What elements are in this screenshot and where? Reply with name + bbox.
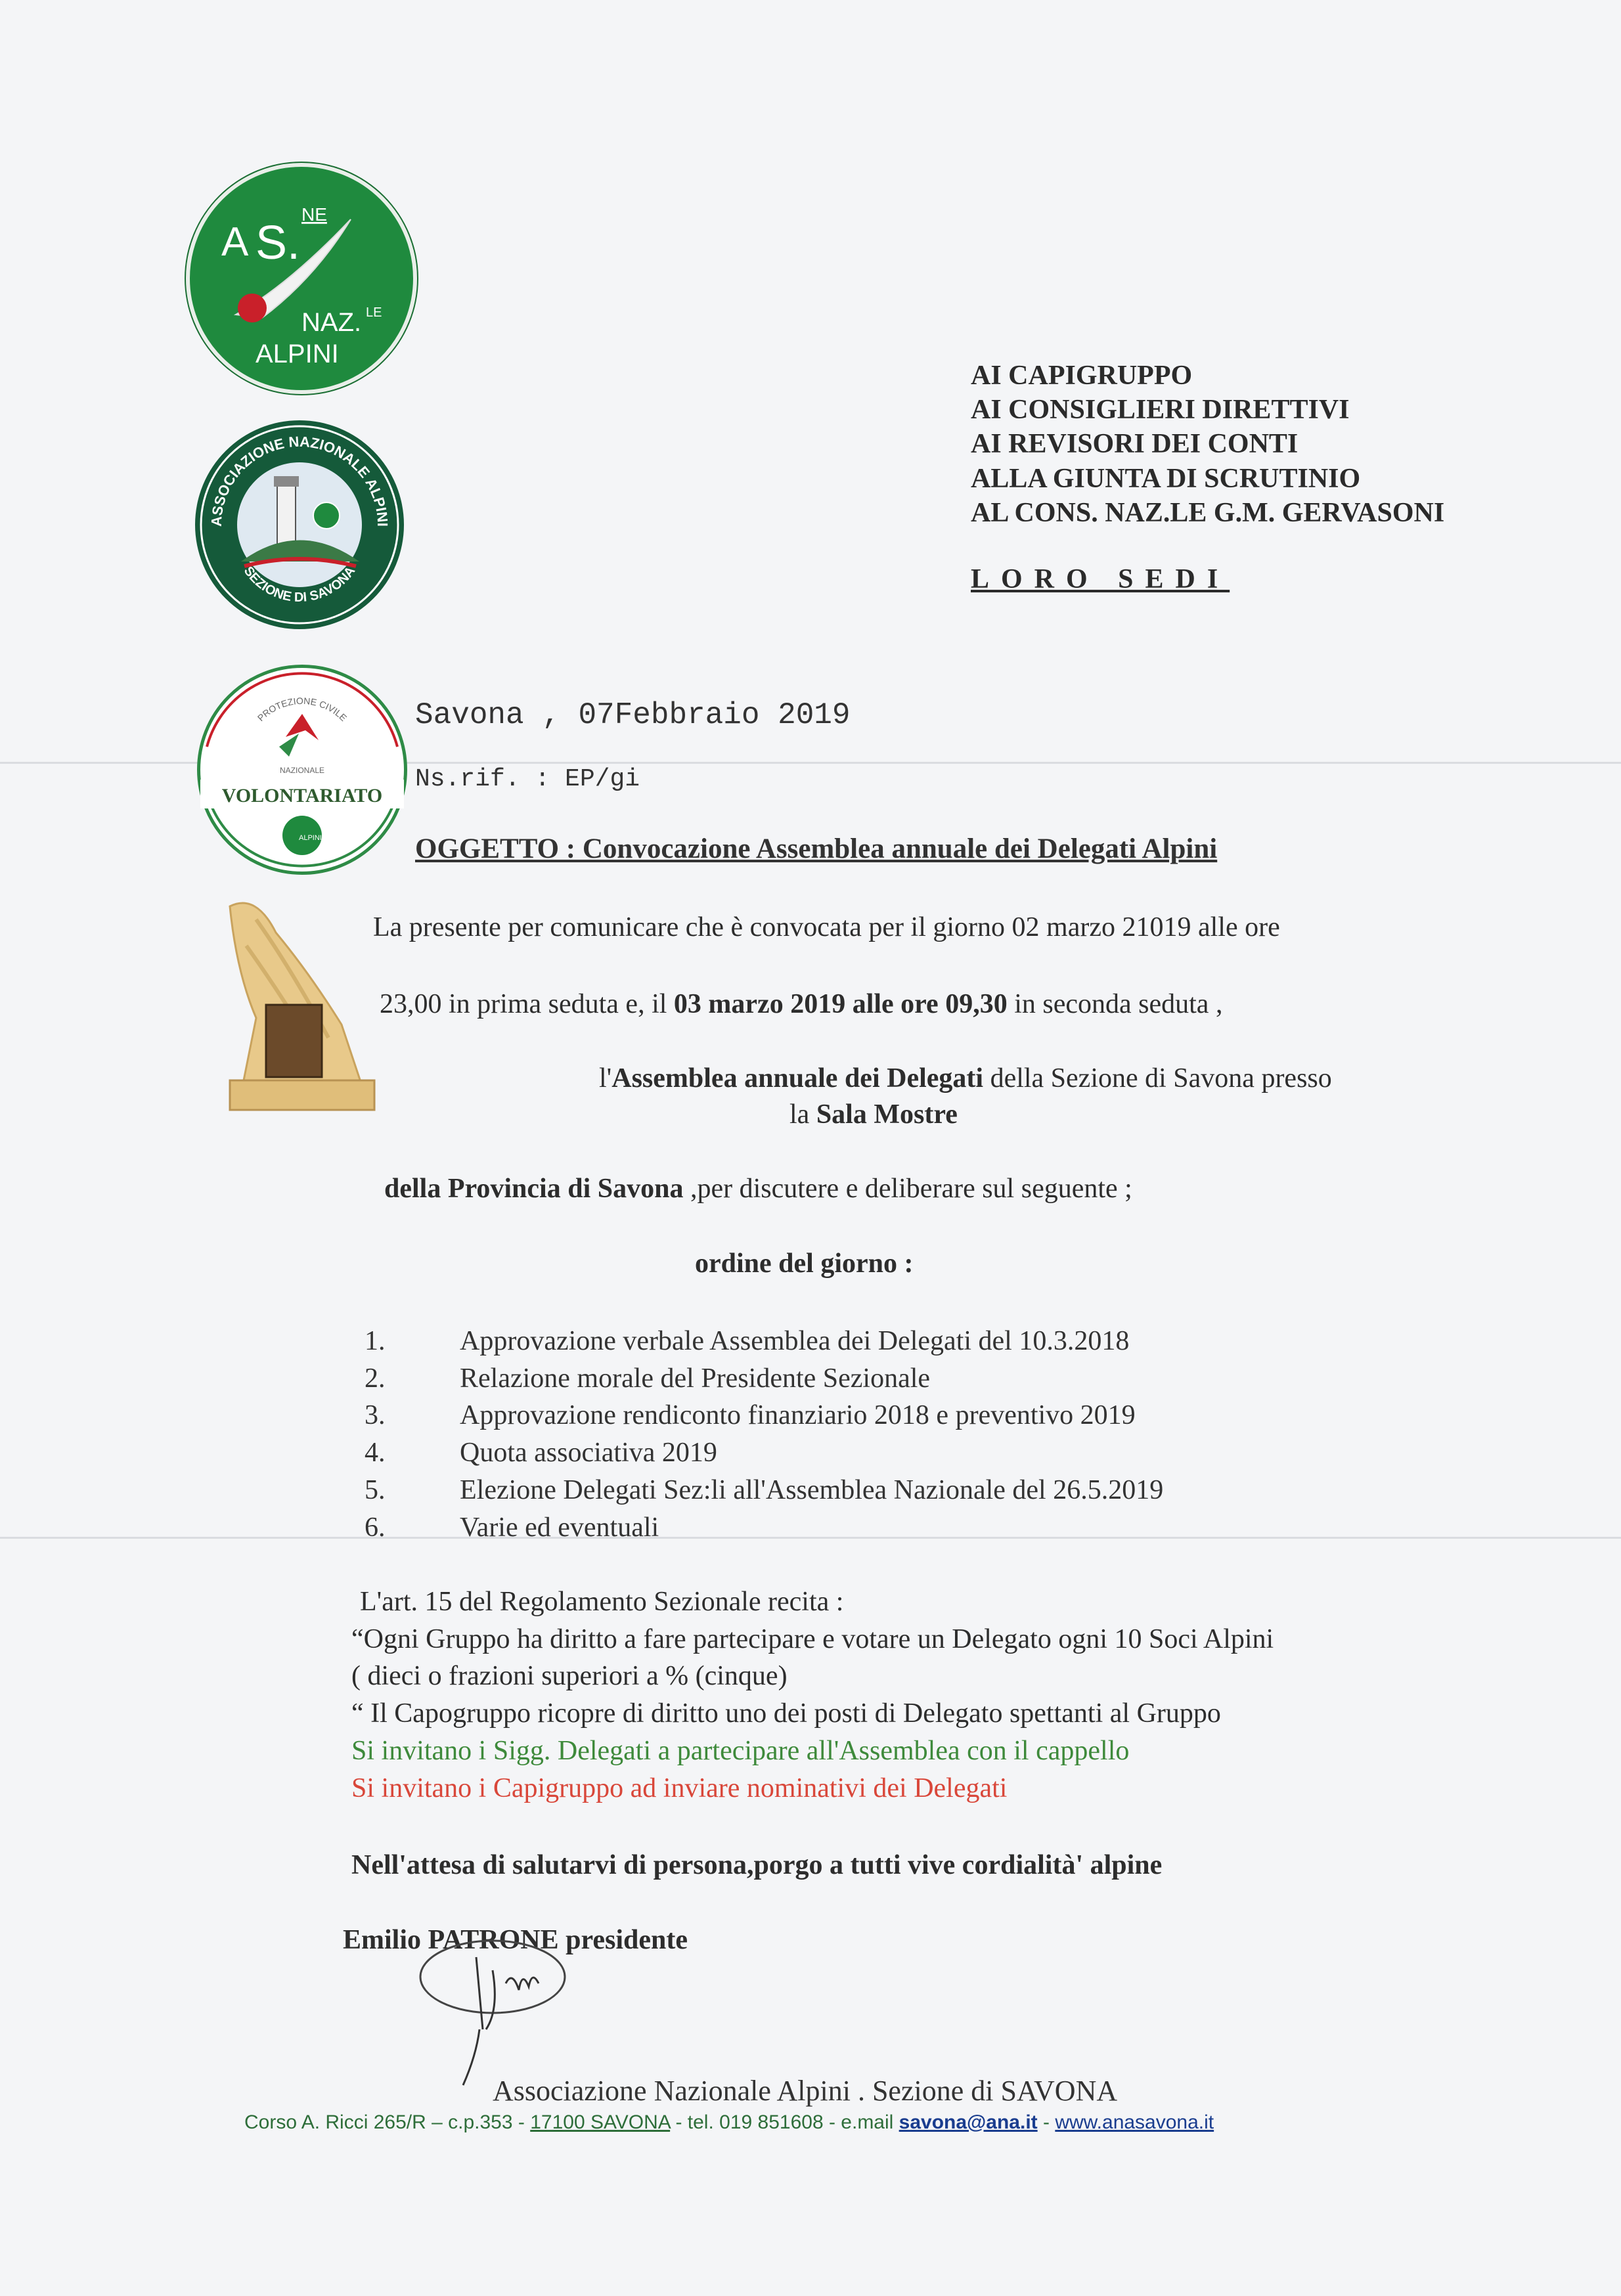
body-bold: della Provincia di Savona xyxy=(384,1174,684,1204)
agenda-number: 5. xyxy=(365,1475,386,1505)
body-bold: Assemblea annuale dei Delegati xyxy=(611,1063,984,1093)
body-paragraph-3 xyxy=(599,1063,1332,1094)
agenda-item: Approvazione rendiconto finanziario 2018 e preventivo 2019 xyxy=(460,1400,1136,1430)
logo-band-text: VOLONTARIATO xyxy=(221,785,383,806)
invite-green: Si invitano i Sigg. Delegati a partecipare all'Assemblea con il cappello xyxy=(351,1736,1130,1766)
association-line: Associazione Nazionale Alpini . Sezione di SAVONA xyxy=(493,2075,1118,2107)
agenda-number: 4. xyxy=(365,1438,386,1468)
addressee-line: AI REVISORI DEI CONTI xyxy=(971,429,1299,459)
body-paragraph-2 xyxy=(380,988,1222,1020)
body-text: 23,00 in prima seduta e, il xyxy=(380,989,674,1019)
volontariato-logo xyxy=(197,665,407,875)
logo-arc-bottom: SEZIONE DI SAVONA xyxy=(240,563,359,605)
agenda-number: 2. xyxy=(365,1363,386,1394)
logo-arc-top: ASSOCIAZIONE NAZIONALE ALPINI xyxy=(208,433,391,527)
body-bold-date: 03 marzo 2019 alle ore 09,30 xyxy=(673,989,1008,1019)
agenda-item: Elezione Delegati Sez:li all'Assemblea Nazionale del 26.5.2019 xyxy=(460,1475,1164,1505)
closing-greeting: Nell'attesa di salutarvi di persona,porgo a tutti vive cordialità' alpine xyxy=(351,1850,1163,1880)
agenda-title: ordine del giorno : xyxy=(695,1248,914,1279)
subject: OGGETTO : Convocazione Assemblea annuale dei Delegati Alpini xyxy=(415,833,1218,864)
agenda-number: 6. xyxy=(365,1512,386,1543)
paper-fold xyxy=(0,1537,1621,1539)
logo-text-naz: NAZ. xyxy=(301,308,362,337)
logo-text-alpini: ALPINI xyxy=(255,340,339,368)
addressee-line: ALLA GIUNTA DI SCRUTINIO xyxy=(971,464,1361,494)
footer-website-link[interactable]: www.anasavona.it xyxy=(1055,2111,1214,2133)
body-paragraph-1: La presente per comunicare che è convocata per il giorno 02 marzo 21019 alle ore xyxy=(373,912,1280,942)
agenda-number: 3. xyxy=(365,1400,386,1430)
body-paragraph-4 xyxy=(789,1099,958,1130)
footer-cap: 17100 SAVONA xyxy=(530,2111,671,2133)
signature xyxy=(414,1931,598,2088)
addressee-line: AL CONS. NAZ.LE G.M. GERVASONI xyxy=(971,498,1445,528)
signatory: Emilio PATRONE presidente xyxy=(343,1925,688,1955)
regulation-line: ( dieci o frazioni superiori a % (cinque) xyxy=(351,1661,788,1691)
agenda-item: Approvazione verbale Assemblea dei Delegati del 10.3.2018 xyxy=(460,1326,1130,1356)
body-text: l' xyxy=(599,1063,612,1093)
logo-sub-text: NAZIONALE xyxy=(279,766,325,775)
addressee-line: AI CAPIGRUPPO xyxy=(971,361,1193,391)
reference: Ns.rif. : EP/gi xyxy=(415,765,640,793)
logo-text-ne: NE xyxy=(301,204,327,225)
footer-tel: - tel. 019 851608 - e.mail xyxy=(670,2111,899,2133)
regulation-line: “ Il Capogruppo ricopre di diritto uno dei posti di Delegato spettanti al Gruppo xyxy=(351,1698,1221,1729)
logo-text-s: S. xyxy=(255,217,301,269)
body-text: la xyxy=(789,1099,816,1130)
regulation-line: “Ogni Gruppo ha diritto a fare partecipare e votare un Delegato ogni 10 Soci Alpini xyxy=(351,1624,1274,1654)
body-text: ,per discutere e deliberare sul seguente ; xyxy=(683,1174,1132,1204)
logo-small-text: ALPINI xyxy=(299,834,322,842)
footer-address: Corso A. Ricci 265/R – c.p.353 - xyxy=(244,2111,531,2133)
body-text: in seconda seduta , xyxy=(1007,989,1223,1019)
sezione-savona-logo xyxy=(195,420,404,629)
footer-contacts xyxy=(244,2111,1214,2134)
footer-separator: - xyxy=(1037,2111,1055,2133)
footer-email-link[interactable]: savona@ana.it xyxy=(899,2111,1038,2133)
addressee-line: AI CONSIGLIERI DIRETTIVI xyxy=(971,395,1350,425)
logo-text-le: LE xyxy=(366,305,382,320)
invite-red: Si invitano i Capigruppo ad inviare nominativi dei Delegati xyxy=(351,1773,1008,1803)
logo-arc-text: PROTEZIONE CIVILE xyxy=(255,695,349,724)
loro-sedi: LORO SEDI xyxy=(971,564,1230,594)
body-text: della Sezione di Savona presso xyxy=(983,1063,1332,1093)
agenda-item: Relazione morale del Presidente Sezionale xyxy=(460,1363,931,1394)
trophy-image xyxy=(217,893,388,1116)
agenda-number: 1. xyxy=(365,1326,386,1356)
regulation-intro: L'art. 15 del Regolamento Sezionale recita : xyxy=(360,1587,844,1617)
agenda-item: Quota associativa 2019 xyxy=(460,1438,717,1468)
body-bold: Sala Mostre xyxy=(816,1099,958,1130)
agenda-item: Varie ed eventuali xyxy=(460,1512,659,1543)
logo-text-a: A xyxy=(221,219,249,265)
ana-logo xyxy=(186,163,417,394)
place-date: Savona , 07Febbraio 2019 xyxy=(415,698,851,732)
body-paragraph-5 xyxy=(384,1173,1132,1204)
